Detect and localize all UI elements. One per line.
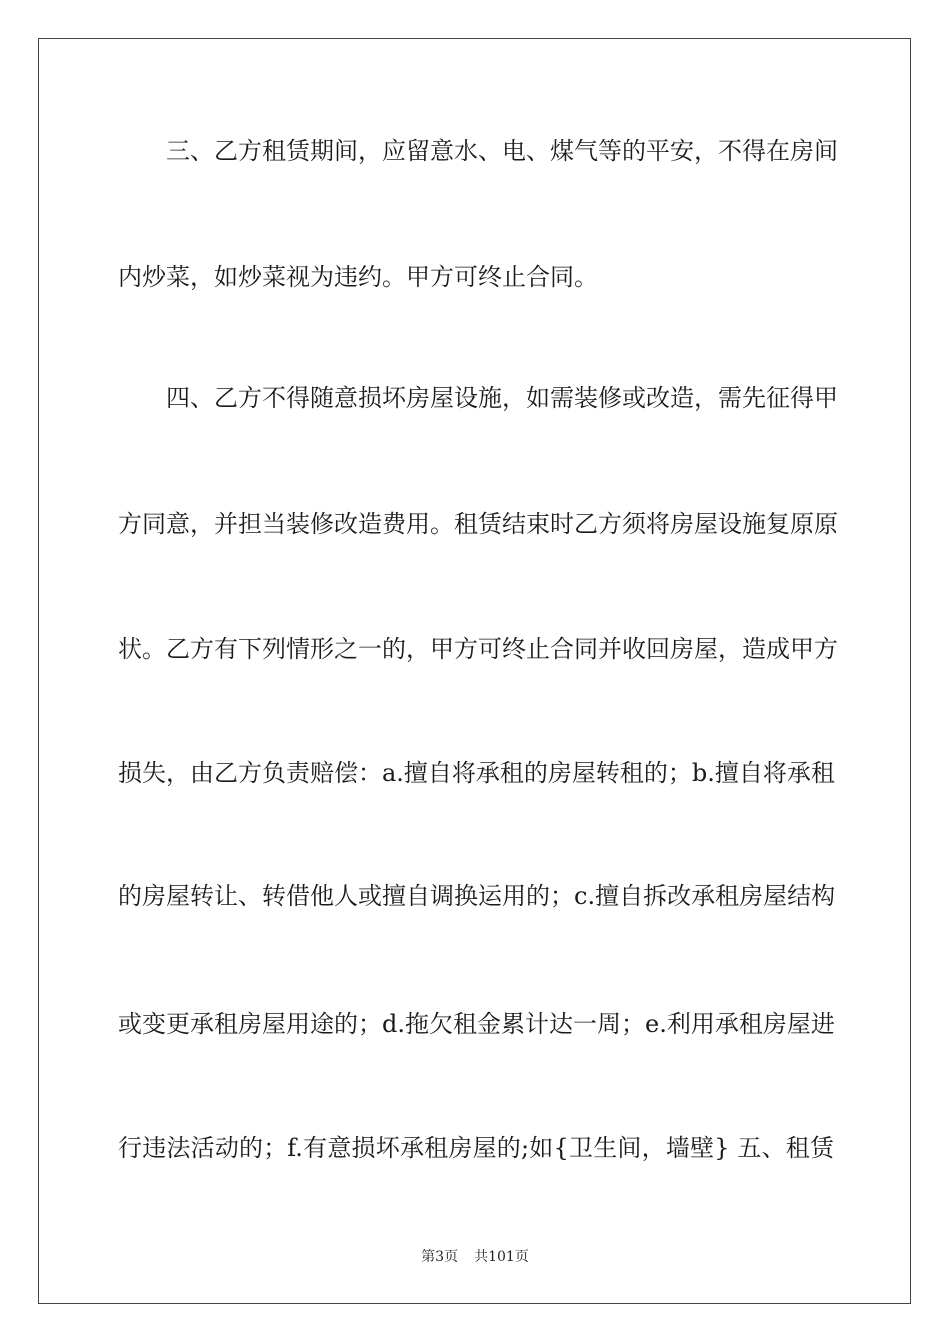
- paragraph-3-line-2: 内炒菜，如炒菜视为违约。甲方可终止合同。: [118, 263, 598, 291]
- paragraph-4-line-4: 损失，由乙方负责赔偿：a.擅自将承租的房屋转租的；b.擅自将承租: [118, 759, 835, 787]
- paragraph-4-line-3: 状。乙方有下列情形之一的，甲方可终止合同并收回房屋，造成甲方: [118, 635, 838, 663]
- paragraph-4-line-6: 或变更承租房屋用途的；d.拖欠租金累计达一周；e.利用承租房屋进: [118, 1010, 835, 1038]
- total-pages: 共101页: [474, 1249, 529, 1265]
- page-footer: [0, 1248, 950, 1266]
- page-number: 第3页: [421, 1249, 459, 1265]
- paragraph-4-line-1: 四、乙方不得随意损坏房屋设施，如需装修或改造，需先征得甲: [118, 384, 838, 412]
- paragraph-4-line-5: 的房屋转让、转借他人或擅自调换运用的；c.擅自拆改承租房屋结构: [118, 882, 836, 910]
- page-border: [38, 38, 911, 1304]
- paragraph-4-line-2: 方同意，并担当装修改造费用。租赁结束时乙方须将房屋设施复原原: [118, 510, 838, 538]
- paragraph-3-line-1: 三、乙方租赁期间，应留意水、电、煤气等的平安，不得在房间: [118, 137, 838, 165]
- paragraph-4-line-7: 行违法活动的；f.有意损坏承租房屋的;如{卫生间，墙壁} 五、租赁: [118, 1134, 834, 1162]
